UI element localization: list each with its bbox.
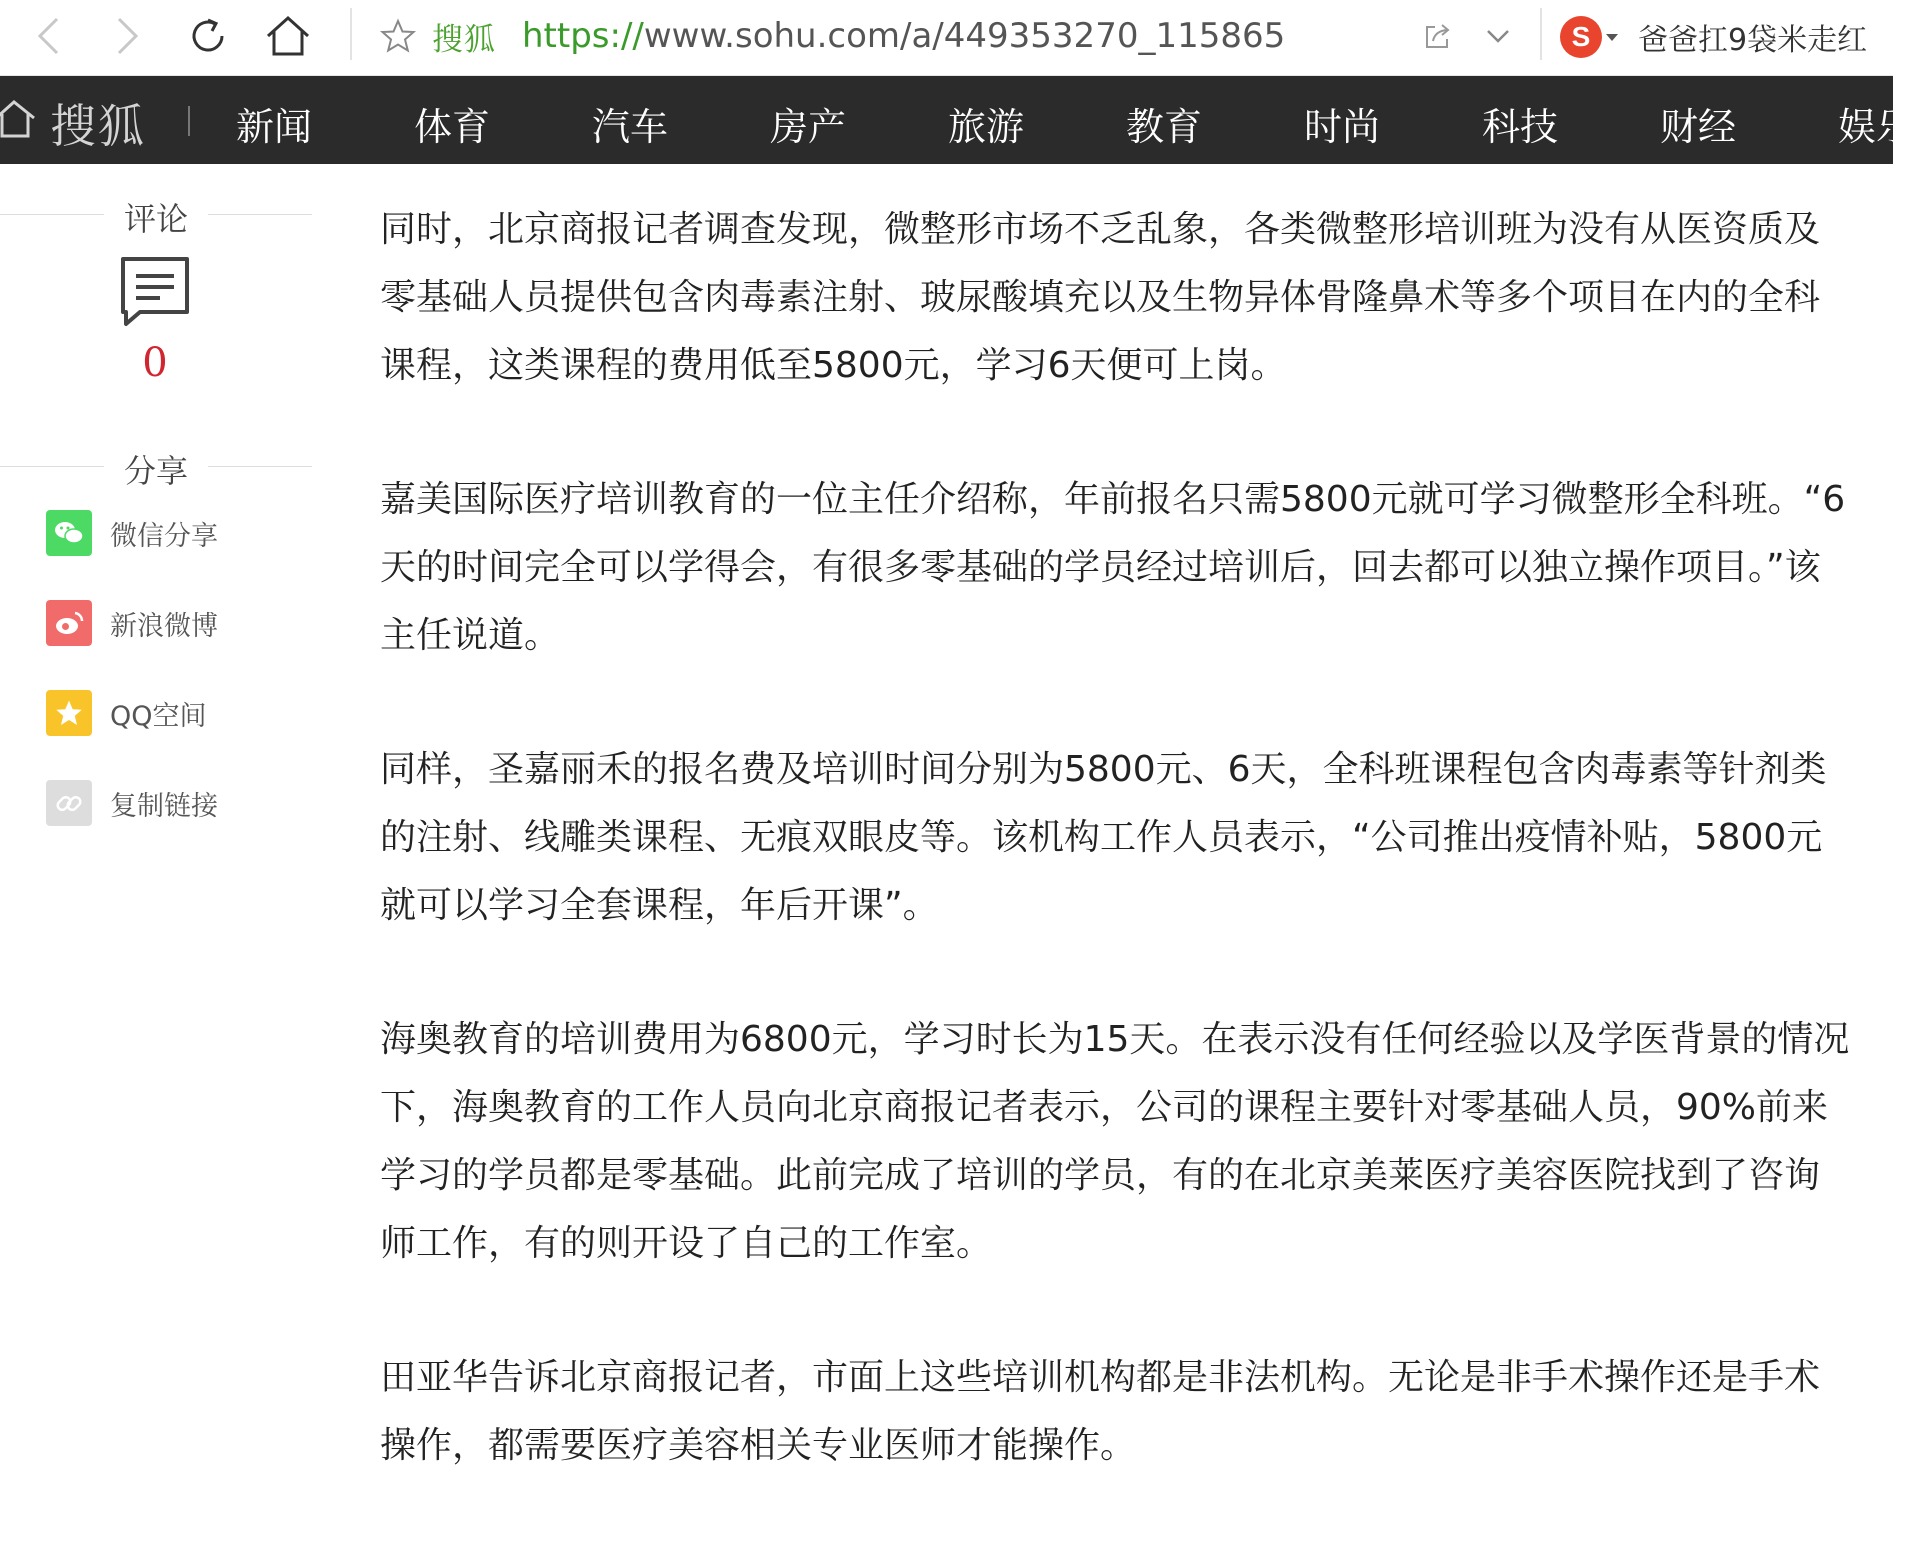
site-nav-bar	[0, 76, 1914, 164]
url-protocol: https://	[522, 16, 644, 56]
article-paragraph: 田亚华告诉北京商报记者，市面上这些培训机构都是非法机构。无论是非手术操作还是手术操作，都需要医疗美容相关专业医师才能操作。	[380, 1357, 1821, 1466]
comment-heading-label: 评论	[123, 200, 188, 238]
comment-icon[interactable]	[118, 254, 192, 328]
nav-item-fashion[interactable]: 时尚	[1304, 105, 1381, 149]
article-body	[380, 196, 1850, 1546]
home-icon[interactable]	[260, 8, 316, 64]
toolbar-divider-2	[1540, 8, 1542, 60]
share-weibo-label: 新浪微博	[110, 610, 218, 642]
comment-heading	[0, 194, 312, 238]
article-paragraph: 嘉美国际医疗培训教育的一位主任介绍称，年前报名只需5800元就可学习微整形全科班。“6天的时间完全可以学得会，有很多零基础的学员经过培训后，回去都可以独立操作项目。”该主任说道。	[380, 479, 1846, 656]
url-path: www.sohu.com/a/449353270_115865	[643, 16, 1286, 56]
share-heading	[0, 446, 312, 490]
article-paragraph: 同时，北京商报记者调查发现，微整形市场不乏乱象，各类微整形培训班为没有从医资质及零基础人员提供包含肉毒素注射、玻尿酸填充以及生物异体骨隆鼻术等多个项目在内的全科课程，这类课程的费用低至5800元，学习6天便可上岗。	[380, 209, 1821, 386]
home-outline-icon[interactable]	[0, 96, 40, 142]
share-qzone-button[interactable]	[46, 690, 207, 736]
toolbar-divider	[350, 8, 352, 60]
search-engine-widget[interactable]	[1560, 12, 1867, 62]
address-bar[interactable]	[378, 10, 1378, 62]
caret-down-icon[interactable]	[1606, 34, 1618, 41]
copy-link-label: 复制链接	[110, 790, 218, 822]
nav-item-sports[interactable]: 体育	[414, 105, 491, 149]
heading-rule	[0, 214, 104, 215]
wechat-icon	[46, 510, 92, 556]
article-sidebar	[0, 164, 320, 864]
url-text[interactable]	[522, 16, 1285, 56]
heading-rule	[0, 466, 104, 467]
share-heading-label: 分享	[123, 452, 188, 490]
heading-rule	[208, 466, 312, 467]
sogou-logo-icon[interactable]: S	[1560, 16, 1602, 58]
share-wechat-button[interactable]	[46, 510, 218, 556]
star-icon[interactable]	[378, 16, 418, 56]
qzone-icon	[46, 690, 92, 736]
nav-item-finance[interactable]: 财经	[1660, 105, 1737, 149]
article-paragraph: 同样，圣嘉丽禾的报名费及培训时间分别为5800元、6天，全科班课程包含肉毒素等针剂类的注射、线雕类课程、无痕双眼皮等。该机构工作人员表示，“公司推出疫情补贴，5800元就可以学习全套课程，年后开课”。	[380, 749, 1827, 926]
refresh-icon[interactable]	[180, 8, 236, 64]
nav-item-entertainment[interactable]: 娱乐	[1838, 105, 1914, 149]
link-icon	[46, 780, 92, 826]
hot-search-text[interactable]: 爸爸扛9袋米走红	[1638, 23, 1868, 58]
share-icon[interactable]	[1418, 16, 1458, 56]
nav-item-realestate[interactable]: 房产	[770, 105, 847, 149]
back-icon[interactable]	[20, 8, 76, 64]
article-paragraph: 海奥教育的培训费用为6800元，学习时长为15天。在表示没有任何经验以及学医背景的情况下，海奥教育的工作人员向北京商报记者表示，公司的课程主要针对零基础人员，90%前来学习的学员都是零基础。此前完成了培训的学员，有的在北京美莱医疗美容医院找到了咨询师工作，有的则开设了自己的工作室。	[380, 1019, 1850, 1264]
sohu-logo[interactable]: 搜狐	[50, 99, 146, 153]
share-wechat-label: 微信分享	[110, 520, 218, 552]
forward-icon[interactable]	[100, 8, 156, 64]
share-qzone-label: QQ空间	[110, 700, 207, 732]
nav-item-auto[interactable]: 汽车	[592, 105, 669, 149]
weibo-icon	[46, 600, 92, 646]
heading-rule	[208, 214, 312, 215]
nav-item-news[interactable]: 新闻	[236, 105, 313, 149]
nav-item-tech[interactable]: 科技	[1482, 105, 1559, 149]
copy-link-button[interactable]	[46, 780, 218, 826]
share-weibo-button[interactable]	[46, 600, 218, 646]
comment-count[interactable]: 0	[142, 340, 168, 386]
logo-divider	[188, 106, 190, 136]
site-name-label: 搜狐	[432, 21, 496, 58]
nav-item-travel[interactable]: 旅游	[948, 105, 1025, 149]
nav-item-education[interactable]: 教育	[1126, 105, 1203, 149]
chevron-down-icon[interactable]	[1478, 16, 1518, 56]
browser-toolbar	[0, 0, 1893, 76]
